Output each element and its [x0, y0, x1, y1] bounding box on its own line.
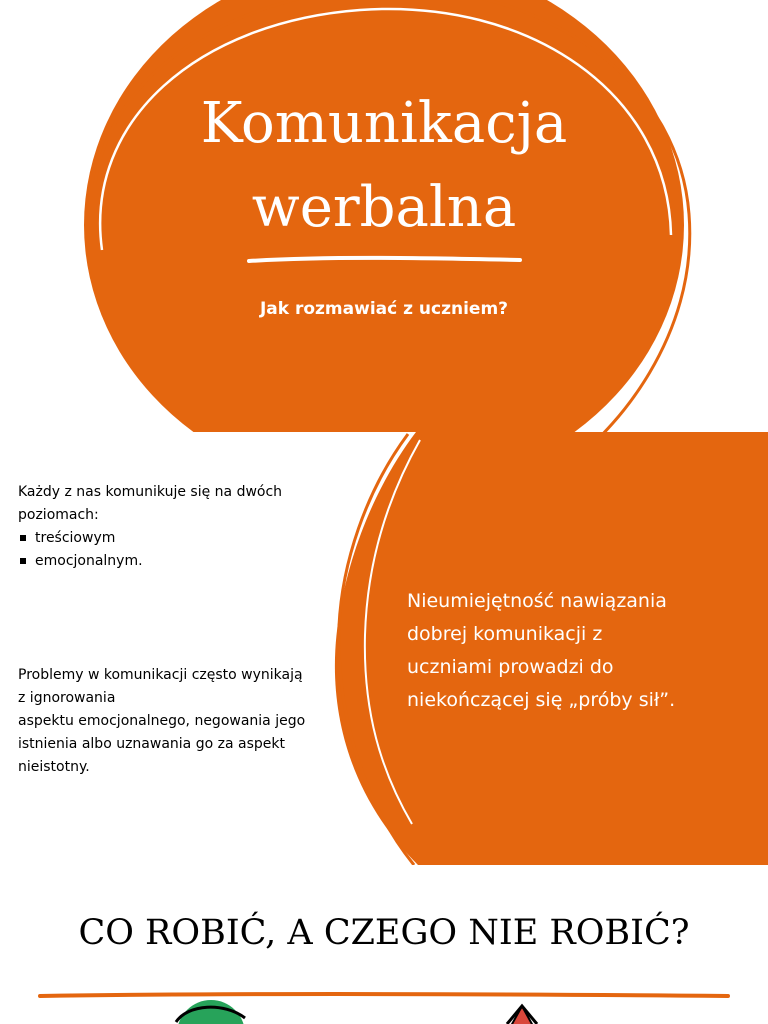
slide-title	[0, 0, 768, 432]
level-item-content: treściowym	[18, 527, 343, 550]
warning-triangle-icon	[484, 1006, 560, 1024]
message-line: Nieumiejętność nawiązania	[407, 590, 667, 612]
problem-line: z ignorowania	[18, 690, 116, 706]
title-line-2: werbalna	[251, 175, 517, 240]
communication-problems-text	[18, 664, 343, 779]
levels-list	[18, 527, 343, 573]
check-circle-icon	[176, 1000, 245, 1024]
problem-line: aspektu emocjonalnego, negowania jego	[18, 713, 306, 729]
slide-title-heading	[80, 82, 688, 250]
heading-underline	[40, 994, 728, 996]
message-line: uczniami prowadzi do	[407, 656, 614, 678]
problem-line: istnienia albo uznawania go za aspekt	[18, 736, 285, 752]
levels-intro: Każdy z nas komunikuje się na dwóch poziomach:	[18, 484, 283, 523]
slide-do-dont	[0, 865, 768, 1024]
do-dont-heading: CO ROBIĆ, A CZEGO NIE ROBIĆ?	[78, 913, 690, 953]
level-item-emotional: emocjonalnym.	[18, 550, 343, 573]
slide3-graphics	[0, 865, 768, 1024]
orange-panel-message	[407, 585, 737, 717]
slide-subtitle: Jak rozmawiać z uczniem?	[259, 299, 509, 319]
slide-communication-levels	[0, 432, 768, 865]
title-line-1: Komunikacja	[200, 91, 568, 156]
problem-line: nieistotny.	[18, 759, 90, 775]
message-line: niekończącej się „próby sił”.	[407, 689, 676, 711]
problem-line: Problemy w komunikacji często wynikają	[18, 667, 303, 683]
communication-levels-text	[18, 481, 343, 573]
message-line: dobrej komunikacji z	[407, 623, 603, 645]
